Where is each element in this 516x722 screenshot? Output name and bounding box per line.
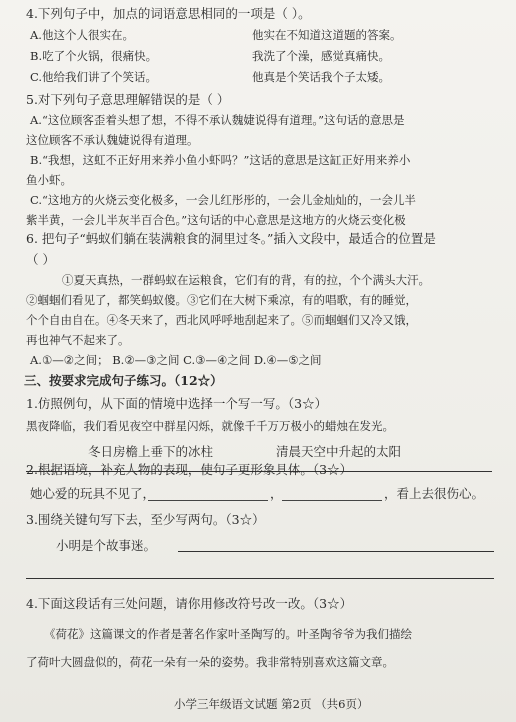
s3-q1-choice-1: 冬日房檐上垂下的冰柱 — [88, 444, 214, 459]
q5-option-c-1: C.“这地方的火烧云变化极多，一会儿红彤彤的，一会儿金灿灿的，一会儿半 — [30, 193, 416, 207]
q6-passage-1: ①夏天真热，一群蚂蚁在运粮食，它们有的背，有的拉，个个满头大汗。 — [62, 273, 430, 287]
q5-option-a-1: A.“这位顾客歪着头想了想，不得不承认魏婕说得有道理。”这句话的意思是 — [30, 113, 405, 127]
q5-option-b-2: 鱼小虾。 — [26, 173, 72, 187]
q6-passage-4: 再也神气不起来了。 — [26, 333, 130, 347]
q6-passage-2: ②蝈蝈们看见了，都笑蚂蚁傻。③它们在大树下乘凉，有的唱歌，有的睡觉， — [26, 293, 417, 307]
s3-q4-stem: 4.下面这段话有三处问题，请你用修改符号改一改。（3☆） — [26, 596, 353, 611]
q4-option-a-2: 他实在不知道这道题的答案。 — [252, 28, 402, 42]
s3-q1-example: 黑夜降临，我们看见夜空中群星闪烁，就像千千万万极小的蜡烛在发光。 — [26, 419, 394, 433]
q5-stem: 5.对下列句子意思理解错误的是（ ） — [26, 92, 230, 107]
s3-q3-key-sentence: 小明是个故事迷。 — [56, 538, 157, 553]
q5-option-a-2: 这位顾客不承认魏婕说得有道理。 — [26, 133, 199, 147]
s3-q1-choice-2: 清晨天空中升起的太阳 — [276, 444, 402, 459]
q6-stem: 6. 把句子“蚂蚁们躺在装满粮食的洞里过冬。”插入文段中，最适合的位置是 — [26, 231, 436, 246]
s3-q3-answer-line-1[interactable] — [178, 551, 494, 552]
q4-option-b-1: B.吃了个火锅，很痛快。 — [30, 49, 158, 63]
s3-q4-passage-2: 了荷叶大圆盘似的，荷花一朵有一朵的姿势。我非常特别喜欢这篇文章。 — [26, 655, 394, 669]
s3-q2-stem: 2.根据语境，补充人物的表现，使句子更形象具体。（3☆） — [26, 462, 353, 477]
q4-option-b-2: 我洗了个澡，感觉真痛快。 — [252, 49, 390, 63]
s3-q3-answer-line-2[interactable] — [26, 578, 494, 579]
q6-passage-3: 个个自由自在。④冬天来了，西北风呼呼地刮起来了。⑤而蝈蝈们又冷又饿， — [26, 313, 417, 327]
q4-option-c-2: 他真是个笑话我个子太矮。 — [252, 70, 390, 84]
s3-q1-stem: 1.仿照例句，从下面的情境中选择一个写一写。（3☆） — [26, 396, 328, 411]
q6-answer-paren: （ ） — [26, 252, 55, 267]
page-footer: 小学三年级语文试题 第2页 （共6页） — [174, 697, 369, 711]
q5-option-b-1: B.“我想，这虹不正好用来养小鱼小虾吗？”这话的意思是这缸正好用来养小 — [30, 153, 411, 167]
s3-q2-text-b: ， — [270, 486, 283, 501]
s3-q2-blank-2[interactable] — [282, 500, 382, 501]
s3-q3-stem: 3.围绕关键句写下去，至少写两句。（3☆） — [26, 512, 265, 527]
q6-options: A.①—②之间； B.②—③之间 C.③—④之间 D.④—⑤之间 — [30, 353, 322, 367]
q4-option-c-1: C.他给我们讲了个笑话。 — [30, 70, 158, 84]
s3-q2-text-a: 她心爱的玩具不见了， — [30, 486, 156, 501]
s3-q2-text-c: ，看上去很伤心。 — [384, 486, 485, 501]
s3-q2-blank-1[interactable] — [148, 500, 268, 501]
q4-option-a-1: A.他这个人很实在。 — [30, 28, 134, 42]
s3-q4-passage-1: 《荷花》这篇课文的作者是著名作家叶圣陶写的。叶圣陶爷爷为我们描绘 — [44, 627, 412, 641]
section3-heading: 三、按要求完成句子练习。（12☆） — [24, 373, 223, 388]
q5-option-c-2: 紫半黄，一会儿半灰半百合色。”这句话的中心意思是这地方的火烧云变化极 — [26, 213, 406, 227]
q4-stem: 4.下列句子中，加点的词语意思相同的一项是（ ）。 — [26, 6, 311, 21]
